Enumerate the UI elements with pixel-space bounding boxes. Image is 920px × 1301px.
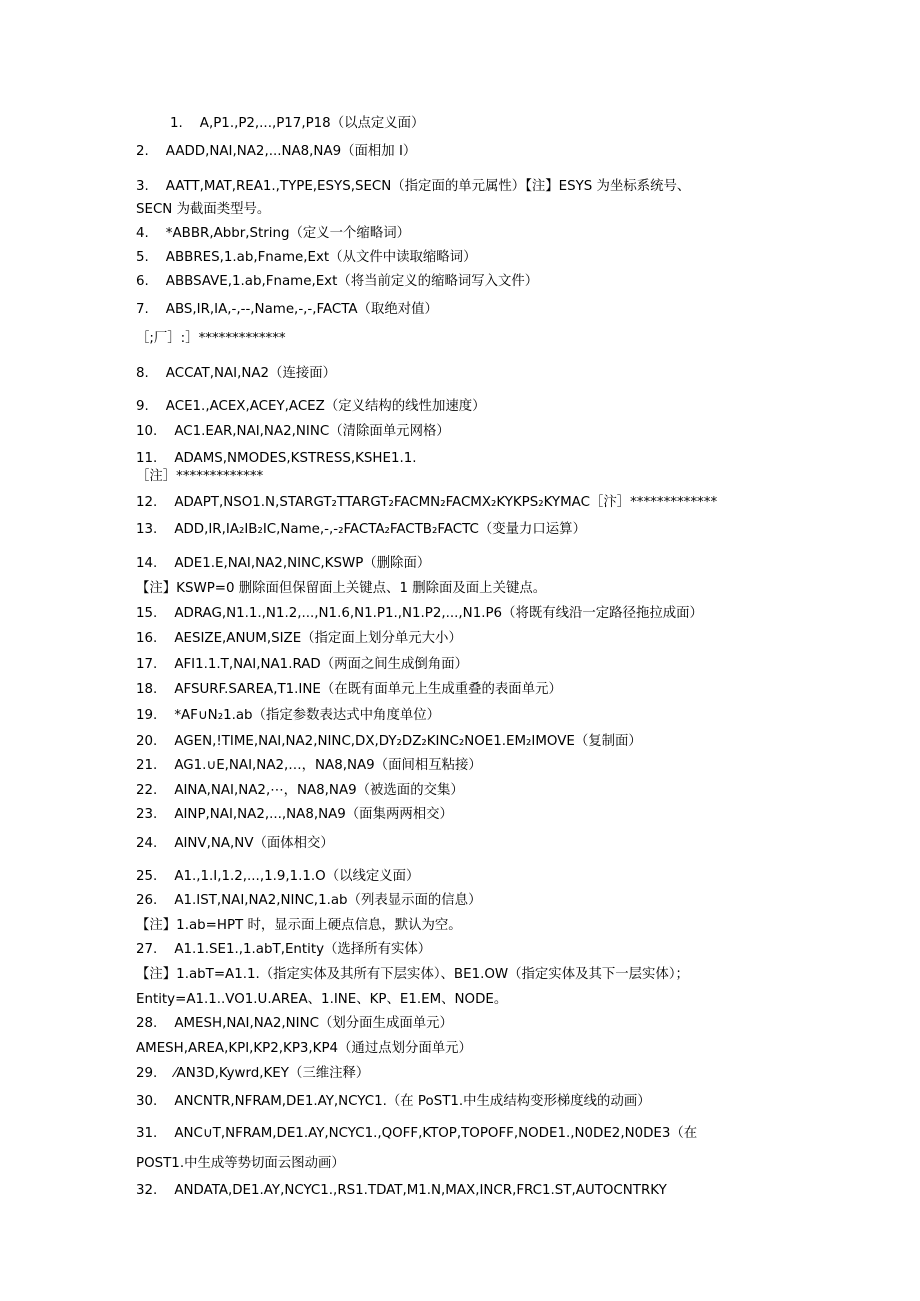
command-line-31-cont: POST1.中生成等势切面云图动画） bbox=[136, 1156, 345, 1171]
note-line-27: 【注】1.abT=A1.1.（指定实体及其所有下层实体）、BE1.OW（指定实体及其下一层实体）； bbox=[136, 967, 689, 982]
command-line-30: 30. ANCNTR,NFRAM,DE1.AY,NCYC1.（在 PoST1.中生成结构变形梯度线的动画） bbox=[136, 1094, 651, 1109]
note-line-11: ［注］************* bbox=[136, 469, 264, 484]
command-line-7: 7. ABS,IR,IA,-,--,Name,-,-,FACTA（取绝对值） bbox=[136, 302, 438, 317]
command-line-1: 1. A,P1.,P2,...,P17,P18（以点定义面） bbox=[170, 116, 425, 131]
command-line-6: 6. ABBSAVE,1.ab,Fname,Ext（将当前定义的缩略词写入文件） bbox=[136, 274, 539, 289]
garbled-line-7: ［;厂］:］************* bbox=[136, 331, 286, 346]
command-line-16: 16. AESIZE,ANUM,SIZE（指定面上划分单元大小） bbox=[136, 631, 462, 646]
command-line-3: 3. AATT,MAT,REA1.,TYPE,ESYS,SECN（指定面的单元属性）【注】ESYS 为坐标系统号、 bbox=[136, 179, 691, 194]
command-line-13: 13. ADD,IR,IA₂IB₂IC,Name,-,-₂FACTA₂FACTB₂FACTC（变量力口运算） bbox=[136, 522, 586, 537]
note-line-14: 【注】KSWP=0 删除面但保留面上关键点、1 删除面及面上关键点。 bbox=[136, 581, 547, 596]
command-line-12: 12. ADAPT,NSO1.N,STARGT₂TTARGT₂FACMN₂FACMX₂KYKPS₂KYMAC［汴］************* bbox=[136, 495, 718, 510]
command-line-18: 18. AFSURF.SAREA,T1.INE（在既有面单元上生成重叠的表面单元） bbox=[136, 682, 562, 697]
command-line-15: 15. ADRAG,N1.1.,N1.2,...,N1.6,N1.P1.,N1.P2,...,N1.P6（将既有线沿一定路径拖拉成面） bbox=[136, 606, 703, 621]
command-line-29: 29. ⁄AN3D,Kywrd,KEY（三维注释） bbox=[136, 1066, 370, 1081]
command-line-10: 10. AC1.EAR,NAI,NA2,NINC（清除面单元网格） bbox=[136, 424, 450, 439]
command-line-32: 32. ANDATA,DE1.AY,NCYC1.,RS1.TDAT,M1.N,MAX,INCR,FRC1.ST,AUTOCNTRKY bbox=[136, 1183, 667, 1198]
command-line-17: 17. AFI1.1.T,NAI,NA1.RAD（两面之间生成倒角面） bbox=[136, 657, 468, 672]
command-line-25: 25. A1.,1.I,1.2,...,1.9,1.1.O（以线定义面） bbox=[136, 869, 420, 884]
command-line-24: 24. AINV,NA,NV（面体相交） bbox=[136, 836, 334, 851]
command-line-2: 2. AADD,NAI,NA2,...NA8,NA9（面相加 I） bbox=[136, 144, 417, 159]
command-line-20: 20. AGEN,!TIME,NAI,NA2,NINC,DX,DY₂DZ₂KINC₂NOE1.EM₂IMOVE（复制面） bbox=[136, 734, 642, 749]
command-line-14: 14. ADE1.E,NAI,NA2,NINC,KSWP（删除面） bbox=[136, 556, 431, 571]
note-line-27-cont: Entity=A1.1..VO1.U.AREA、1.INE、KP、E1.EM、NODE。 bbox=[136, 992, 508, 1007]
command-line-31: 31. ANC∪T,NFRAM,DE1.AY,NCYC1.,QOFF,KTOP,TOPOFF,NODE1.,N0DE2,N0DE3（在 bbox=[136, 1126, 698, 1141]
command-line-8: 8. ACCAT,NAI,NA2（连接面） bbox=[136, 366, 337, 381]
command-line-11: 11. ADAMS,NMODES,KSTRESS,KSHE1.1. bbox=[136, 451, 417, 466]
command-line-5: 5. ABBRES,1.ab,Fname,Ext（从文件中读取缩略词） bbox=[136, 250, 477, 265]
note-line-26: 【注】1.ab=HPT 时，显示面上硬点信息，默认为空。 bbox=[136, 918, 462, 933]
command-line-26: 26. A1.IST,NAI,NA2,NINC,1.ab（列表显示面的信息） bbox=[136, 893, 482, 908]
command-line-19: 19. *AF∪N₂1.ab（指定参数表达式中角度单位） bbox=[136, 708, 441, 723]
command-line-27: 27. A1.1.SE1.,1.abT,Entity（选择所有实体） bbox=[136, 942, 432, 957]
command-line-3-cont: SECN 为截面类型号。 bbox=[136, 202, 271, 217]
command-line-4: 4. *ABBR,Abbr,String（定义一个缩略词） bbox=[136, 226, 410, 241]
command-line-28-alt: AMESH,AREA,KPI,KP2,KP3,KP4（通过点划分面单元） bbox=[136, 1041, 472, 1056]
command-line-9: 9. ACE1.,ACEX,ACEY,ACEZ（定义结构的线性加速度） bbox=[136, 399, 486, 414]
command-line-23: 23. AINP,NAI,NA2,...,NA8,NA9（面集两两相交） bbox=[136, 807, 453, 822]
command-line-21: 21. AG1.∪E,NAI,NA2,…，NA8,NA9（面间相互粘接） bbox=[136, 758, 482, 773]
command-line-22: 22. AINA,NAI,NA2,⋯，NA8,NA9（被选面的交集） bbox=[136, 783, 464, 798]
command-line-28: 28. AMESH,NAI,NA2,NINC（划分面生成面单元） bbox=[136, 1016, 453, 1031]
